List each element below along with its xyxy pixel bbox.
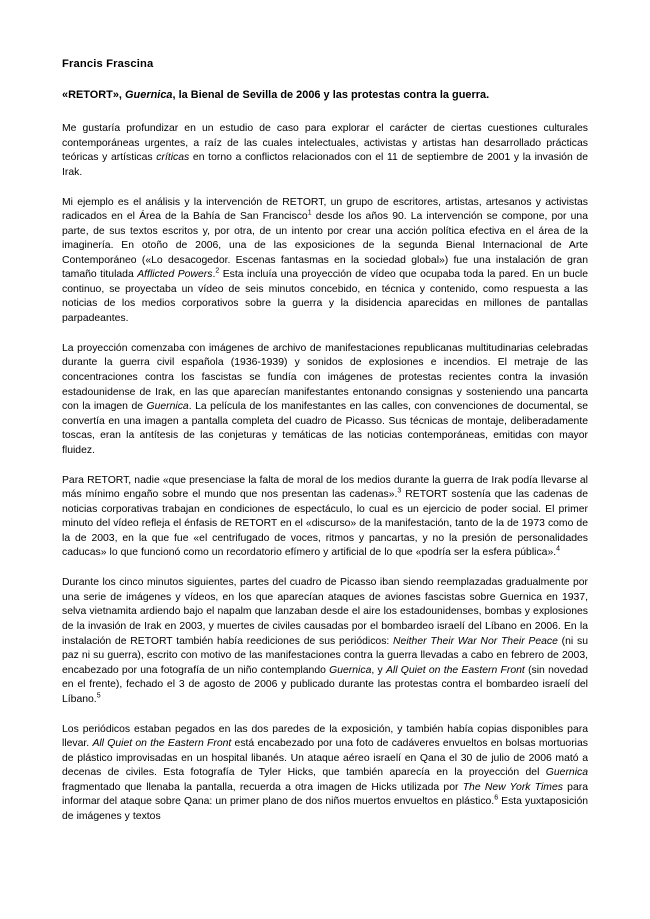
paragraph-1: Me gustaría profundizar en un estudio de caso para explorar el carácter de ciertas cuestiones culturales contemporáneas urgentes, a raíz de las cuales intelectuales, activistas y artistas han desarrollado prácticas teóricas y artísticas críticas en torno a conflictos relacionados con el 11 de septiembre de 2001 y la invasión de Irak. <box>62 123 588 178</box>
footnote-marker-4: 4 <box>556 545 561 553</box>
paragraph-6: Los periódicos estaban pegados en las dos paredes de la exposición, y también había copias disponibles para llevar. All Quiet on the Eastern Front está encabezado por una foto de cadáveres envueltos en bolsas mortuorias de plástico improvisadas en un hospital libanés. Un ataque aéreo israelí en Qana el 30 de julio de 2006 mató a decenas de civiles. Esta fotografía de Tyler Hicks, que también aparecía en la proyección del Guernica fragmentado que llenaba la pantalla, recuerda a otra imagen de Hicks utilizada por The New York Times para informar del ataque sobre Qana: un primer plano de dos niños muertos envueltos en plástico.$^6$ Esta yuxtaposición de imágenes y textos <box>62 723 589 822</box>
italic-guernica-p5: Guernica <box>329 664 372 676</box>
subtitle-segment-1: «RETORT», <box>62 89 126 101</box>
italic-all-quiet-p5: All Quiet on the Eastern Front <box>385 664 525 676</box>
footnote-marker-1: 1 <box>307 209 312 217</box>
italic-guernica-p3: Guernica <box>146 401 189 413</box>
subtitle-italic-guernica: Guernica <box>125 89 173 101</box>
footnote-marker-3: 3 <box>397 487 402 495</box>
paragraph-5: Durante los cinco minutos siguientes, partes del cuadro de Picasso iban siendo reemplazadas gradualmente por una serie de imágenes y vídeos, en los que aparecían ataques de aviones fascistas sobre Guernica en 1937, selva vietnamita ardiendo bajo el napalm que lanzaban desde el aire los estadounidenses, bombas y explosiones de la invasión de Irak en 2003, y muertes de civiles causadas por el bombardeo israelí del Líbano en 2006. En la instalación de RETORT también había reediciones de sus periódicos: Neither Their War Nor Their Peace (ni su paz ni su guerra), escrito con motivo de las manifestaciones contra la guerra llevadas a cabo en febrero de 2003, encabezado por una fotografía de un niño contemplando Guernica, y All Quiet on the Eastern Front (sin novedad en el frente), fechado el 3 de agosto de 2006 y publicado durante las protestas contra el bombardeo israelí del Líbano.$^5$ <box>62 577 588 705</box>
article-subtitle <box>62 88 588 102</box>
text-column <box>62 57 588 824</box>
italic-guernica-p6: Guernica <box>545 767 588 779</box>
paragraph-2: Mi ejemplo es el análisis y la intervención de RETORT, un grupo de escritores, artistas, artesanos y activistas radicados en el Área de la Bahía de San Francisco$^1$ desde los años 90. La intervención se compone, por una parte, de sus textos escritos y, por otra, de un intento por crear una acción política efectiva en el área de la imaginería. En otoño de 2006, una de las exposiciones de la segunda Bienal Internacional de Arte Contemporáneo («Lo desacogedor. Escenas fantasmas en la sociedad global») fue una instalación de gran tamaño titulada Afflicted Powers.$^2$ Esta incluía una proyección de vídeo que ocupaba toda la pared. En un bucle continuo, se proyectaba un vídeo de seis minutos concebido, en técnica y contenido, como respuesta a las noticias de los medios corporativos sobre la guerra y la disidencia aparecidas en millones de pantallas parpadeantes. <box>62 196 588 324</box>
italic-afflicted-powers: Afflicted Powers <box>137 269 213 281</box>
italic-nytimes: The New York Times <box>462 781 563 793</box>
paragraph-4: Para RETORT, nadie «que presenciase la falta de moral de los medios durante la guerra de Irak podía llevarse al más mínimo engaño sobre el mundo que nos presentan las cadenas».$^3$ RETORT sostenía que las cadenas de noticias corporativas trabajan en condiciones de espectáculo, lo cual es un ejercicio de poder social. El primer minuto del vídeo refleja el énfasis de RETORT en el «discurso» de la manifestación, tanto de la de 1973 como de la de 2003, en la que fue «el centrifugado de voces, ritmos y pancartas, y no la presión de personalidades caducas» lo que funcionó como un recordatorio efímero y artificial de lo que «podría ser la esfera pública».$^4$ <box>62 474 588 559</box>
footnote-marker-2: 2 <box>215 267 220 275</box>
subtitle-segment-2: , la Bienal de Sevilla de 2006 y las protestas contra la guerra. <box>172 89 490 101</box>
article-author: Francis Frascina <box>62 58 154 70</box>
italic-neither-their-war: Neither Their War Nor Their Peace <box>393 635 558 647</box>
footnote-marker-6: 6 <box>494 794 499 802</box>
paragraph-3: La proyección comenzaba con imágenes de archivo de manifestaciones republicanas multitudinarias celebradas durante la guerra civil española (1936-1939) y sonidos de explosiones e incendios. El metraje de las concentraciones contra los fascistas se fundía con imágenes de protestas recientes contra la invasión estadounidense de Irak, en las que aparecían manifestantes entonando consignas y sosteniendo una pancarta con la imagen de Guernica. La película de los manifestantes en las calles, con convenciones de documental, se convertía en una imagen a pantalla completa del cuadro de Picasso. Sus técnicas de montaje, deliberadamente toscas, eran la antítesis de las conjeturas y temáticas de las noticias contemporáneas, emitidas con mayor fluidez. <box>62 342 588 456</box>
footnote-marker-5: 5 <box>96 692 101 700</box>
italic-all-quiet-p6: All Quiet on the Eastern Front <box>92 738 232 750</box>
italic-criticas: críticas <box>156 152 190 164</box>
